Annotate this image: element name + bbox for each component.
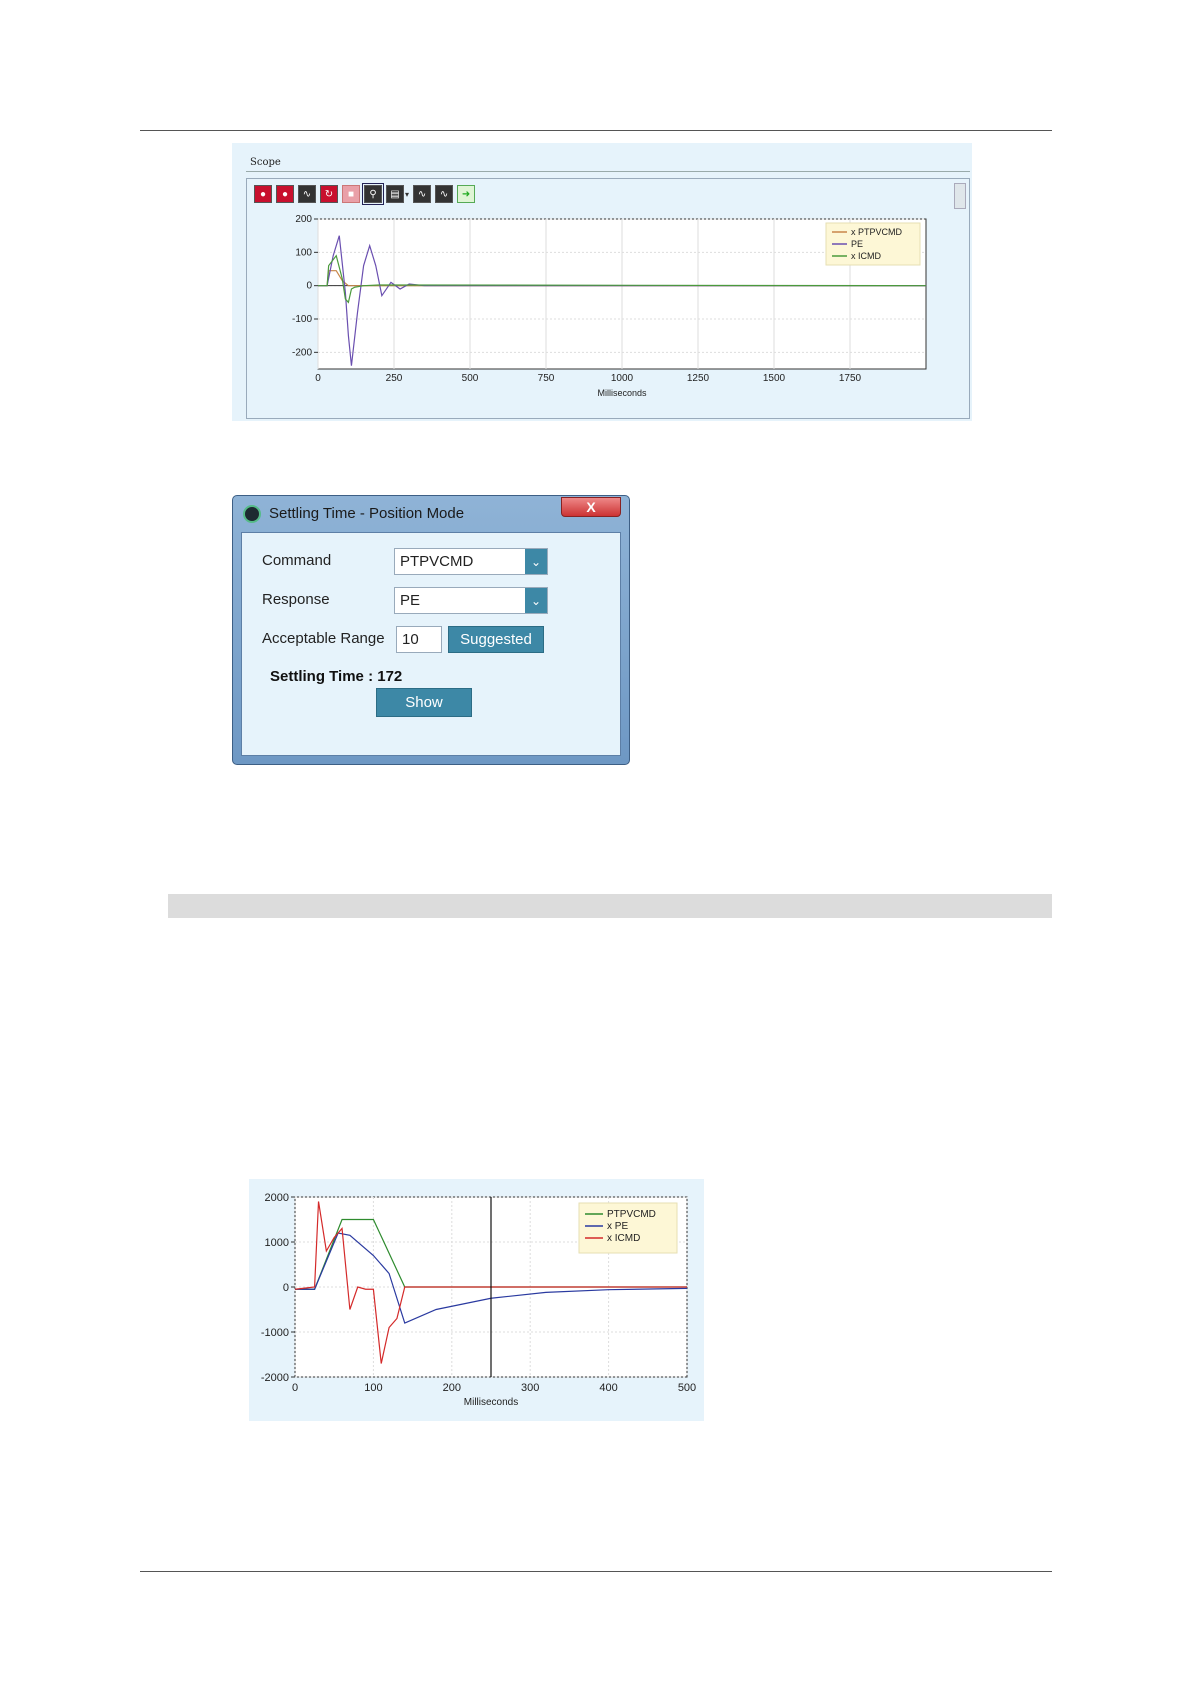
response-chart [249,1179,704,1421]
bottom-rule [140,1571,1052,1572]
x-tick-label: 1000 [610,373,634,384]
y-tick-label: 200 [295,214,312,225]
x-tick-label: 200 [442,1382,461,1394]
scope-title: Scope [250,157,281,168]
range-label: Acceptable Range [262,630,385,647]
command-value: PTPVCMD [400,553,474,570]
waveform-icon[interactable]: ∿ [435,185,453,203]
close-button[interactable]: X [561,497,621,517]
export-icon[interactable]: ➜ [457,185,475,203]
chevron-down-icon[interactable]: ⌄ [525,588,547,613]
response-chart-svg [249,1179,704,1421]
legend-label: x PE [607,1221,629,1232]
command-select[interactable] [394,548,548,575]
x-tick-label: 100 [364,1382,383,1394]
legend-label: PTPVCMD [607,1209,656,1220]
command-label: Command [262,552,332,569]
zoom-icon[interactable]: ⚲ [364,185,382,203]
waveform-icon[interactable]: ∿ [298,185,316,203]
x-tick-label: 400 [599,1382,618,1394]
refresh-icon[interactable]: ↻ [320,185,338,203]
chevron-down-icon[interactable]: ▾ [405,189,410,199]
document-icon[interactable]: ▤ [386,185,404,203]
x-tick-label: 1250 [686,373,710,384]
suggested-button[interactable]: Suggested [448,626,544,653]
y-tick-label: 100 [295,247,312,259]
x-axis-label: Milliseconds [463,1397,519,1408]
y-tick-label: 0 [306,280,312,292]
scope-toolbar [254,183,475,205]
scope-divider [246,171,970,172]
y-tick-label: 2000 [264,1192,289,1204]
x-tick-label: 500 [461,373,479,384]
legend-label: PE [851,239,864,249]
stop-icon[interactable]: ■ [342,185,360,203]
section-bar [168,894,1052,918]
record-stop-icon[interactable]: ● [276,185,294,203]
x-tick-label: 1750 [838,373,862,384]
scope-panel [232,143,972,421]
show-button[interactable]: Show [376,688,472,717]
y-tick-label: 1000 [264,1237,289,1249]
dialog-body [241,532,621,756]
legend-label: x PTPVCMD [851,227,903,237]
settling-time-dialog [232,495,630,765]
x-tick-label: 500 [677,1382,697,1394]
x-axis-label: Milliseconds [597,388,647,398]
response-select[interactable] [394,587,548,614]
settling-time-result: Settling Time : 172 [270,668,403,685]
x-tick-label: 1500 [762,373,786,384]
legend-label: x ICMD [851,251,881,261]
y-tick-label: -100 [291,314,312,325]
legend-label: x ICMD [607,1233,641,1244]
scope-chart [246,209,966,409]
y-tick-label: 0 [282,1282,289,1294]
y-tick-label: -1000 [260,1327,289,1339]
dialog-title: Settling Time - Position Mode [269,505,465,522]
x-tick-label: 0 [291,1382,299,1394]
chevron-down-icon[interactable]: ⌄ [525,549,547,574]
x-tick-label: 0 [315,373,321,384]
x-tick-label: 250 [385,373,403,384]
response-label: Response [262,591,330,608]
top-rule [140,130,1052,131]
app-logo-icon [243,505,261,523]
response-value: PE [400,592,421,609]
scrollbar[interactable] [954,183,966,209]
record-icon[interactable]: ● [254,185,272,203]
x-tick-label: 300 [521,1382,540,1394]
y-tick-label: -2000 [260,1372,289,1384]
waveform-icon[interactable]: ∿ [413,185,431,203]
x-tick-label: 750 [537,373,555,384]
range-input[interactable]: 10 [396,626,442,653]
y-tick-label: -200 [291,347,312,359]
